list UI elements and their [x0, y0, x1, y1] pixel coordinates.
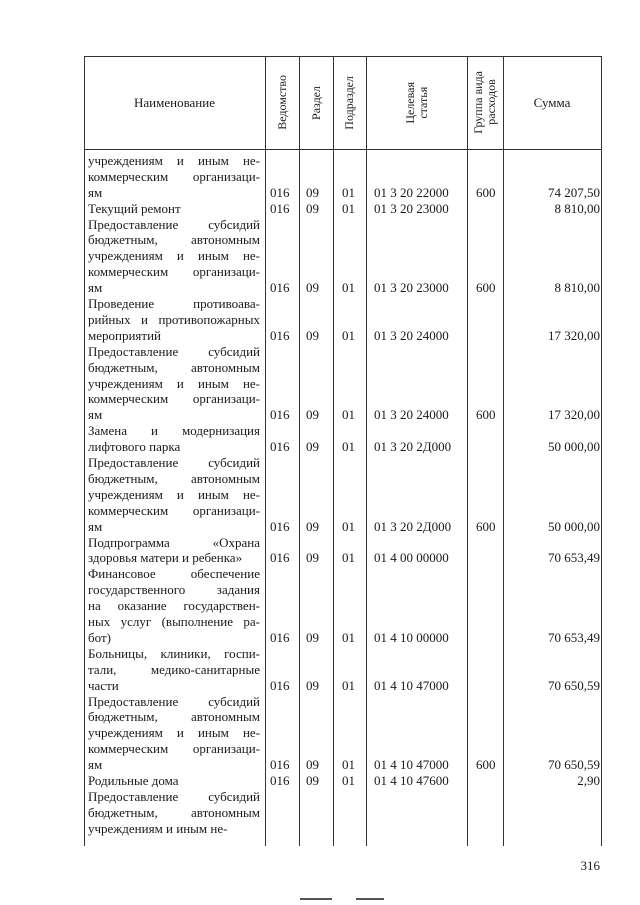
header-expense-group — [467, 56, 503, 149]
row-name — [88, 455, 260, 534]
row-target: 01 3 20 2Д000 — [374, 439, 452, 455]
row-section: 09 — [306, 550, 319, 566]
row-name — [88, 153, 260, 201]
row-department: 016 — [270, 439, 290, 455]
row-sum: 17 320,00 — [548, 327, 600, 343]
row-name-line: бюджетным, автономным — [88, 232, 260, 248]
row-section: 09 — [306, 629, 319, 645]
header-expense-group-text: Группа вида расходов — [471, 71, 498, 134]
row-name-line: учреждениям и иным не- — [88, 486, 260, 502]
row-sum: 2,90 — [577, 773, 600, 789]
row-subsection: 01 — [342, 629, 355, 645]
row-subsection: 01 — [342, 200, 355, 216]
row-name-line: учреждениям и иным не- — [88, 725, 260, 741]
row-subsection: 01 — [342, 518, 355, 534]
row-sum: 50 000,00 — [548, 518, 600, 534]
row-subsection: 01 — [342, 280, 355, 296]
row-name-line: Родильные дома — [88, 773, 179, 789]
page-number: 316 — [580, 858, 600, 873]
row-section: 09 — [306, 184, 319, 200]
header-department — [265, 56, 299, 149]
row-name-line: ям — [88, 184, 103, 200]
row-name-line: тали, медико-санитарные — [88, 661, 260, 677]
header-department-text: Ведомство — [274, 75, 289, 130]
row-department: 016 — [270, 757, 290, 773]
header-name — [84, 56, 265, 149]
row-name — [88, 566, 260, 645]
row-department: 016 — [270, 518, 290, 534]
row-section: 09 — [306, 280, 319, 296]
row-department: 016 — [270, 629, 290, 645]
row-name-line: коммерческим организаци- — [88, 502, 260, 518]
row-name-line: ям — [88, 280, 103, 296]
row-target: 01 3 20 23000 — [374, 200, 449, 216]
header-target — [366, 56, 467, 149]
table-row — [84, 535, 602, 567]
table-row — [84, 455, 602, 535]
row-expense-group: 600 — [476, 518, 496, 534]
row-target: 01 4 00 00000 — [374, 550, 449, 566]
row-name — [88, 535, 260, 567]
header-target-text: Целевая статья — [402, 81, 430, 124]
table-row — [84, 217, 602, 297]
row-name — [88, 789, 260, 837]
row-sum: 74 207,50 — [548, 184, 600, 200]
row-name-line: бюджетным, автономным — [88, 709, 260, 725]
table-row — [84, 694, 602, 774]
row-name-line: Подпрограмма «Охрана — [88, 534, 260, 550]
row-name-line: на оказание государствен- — [88, 598, 260, 614]
row-name-line: учреждениям и иным не- — [88, 248, 260, 264]
row-name-line: Предоставление субсидий — [88, 216, 260, 232]
row-expense-group: 600 — [476, 407, 496, 423]
row-name-line: ных услуг (выполнение ра- — [88, 614, 260, 630]
table-row — [84, 296, 602, 344]
header-sum — [503, 56, 601, 149]
row-name-line: Текущий ремонт — [88, 200, 181, 216]
row-name — [88, 694, 260, 773]
header-divider — [84, 149, 602, 150]
row-department: 016 — [270, 200, 290, 216]
row-section: 09 — [306, 518, 319, 534]
row-department: 016 — [270, 773, 290, 789]
row-name — [88, 344, 260, 423]
row-subsection: 01 — [342, 677, 355, 693]
row-section: 09 — [306, 757, 319, 773]
row-name-line: коммерческим организаци- — [88, 391, 260, 407]
row-name-line: бюджетным, автономным — [88, 359, 260, 375]
row-name-line: Финансовое обеспечение — [88, 566, 260, 582]
header-section-text: Раздел — [308, 85, 323, 120]
scan-mark — [356, 898, 384, 900]
row-name-line: коммерческим организаци- — [88, 168, 260, 184]
row-name — [88, 201, 260, 217]
row-name-line: бюджетным, автономным — [88, 804, 260, 820]
row-subsection: 01 — [342, 327, 355, 343]
row-name-line: Предоставление субсидий — [88, 693, 260, 709]
row-name — [88, 296, 260, 344]
header-subsection — [333, 56, 366, 149]
row-section: 09 — [306, 407, 319, 423]
row-section: 09 — [306, 327, 319, 343]
row-target: 01 3 20 23000 — [374, 280, 449, 296]
table-row — [84, 201, 602, 217]
row-department: 016 — [270, 407, 290, 423]
row-sum: 70 653,49 — [548, 550, 600, 566]
row-sum: 70 653,49 — [548, 629, 600, 645]
row-name-line: Предоставление субсидий — [88, 789, 260, 804]
row-name-line: Предоставление субсидий — [88, 343, 260, 359]
row-name-line: Больницы, клиники, госпи- — [88, 645, 260, 661]
row-name — [88, 217, 260, 296]
row-section: 09 — [306, 773, 319, 789]
row-department: 016 — [270, 184, 290, 200]
row-target: 01 3 20 2Д000 — [374, 518, 452, 534]
row-section: 09 — [306, 677, 319, 693]
scan-mark — [300, 898, 332, 900]
row-subsection: 01 — [342, 773, 355, 789]
row-name-line: части — [88, 677, 119, 693]
table-row — [84, 646, 602, 694]
table-row — [84, 344, 602, 424]
row-name-line: мероприятий — [88, 327, 161, 343]
row-expense-group: 600 — [476, 184, 496, 200]
row-department: 016 — [270, 550, 290, 566]
row-name — [88, 773, 260, 789]
row-name-line: ям — [88, 407, 103, 423]
row-name-line: Замена и модернизация — [88, 423, 260, 439]
row-subsection: 01 — [342, 550, 355, 566]
row-name-line: лифтового парка — [88, 439, 181, 455]
table-row — [84, 566, 602, 646]
row-target: 01 4 10 47000 — [374, 757, 449, 773]
row-section: 09 — [306, 439, 319, 455]
row-name-line: здоровья матери и ребенка» — [88, 550, 243, 566]
row-sum: 8 810,00 — [554, 280, 600, 296]
row-name-line: государственного задания — [88, 582, 260, 598]
row-expense-group: 600 — [476, 280, 496, 296]
budget-table — [84, 56, 602, 846]
row-target: 01 3 20 24000 — [374, 327, 449, 343]
table-row — [84, 423, 602, 455]
row-name-line: коммерческим организаци- — [88, 264, 260, 280]
row-name-line: ям — [88, 518, 103, 534]
row-target: 01 4 10 47600 — [374, 773, 449, 789]
row-sum: 50 000,00 — [548, 439, 600, 455]
row-name-line: учреждениям и иным не- — [88, 820, 228, 836]
row-name — [88, 423, 260, 455]
row-target: 01 3 20 24000 — [374, 407, 449, 423]
row-name-line: Предоставление субсидий — [88, 455, 260, 471]
row-expense-group: 600 — [476, 757, 496, 773]
row-target: 01 4 10 47000 — [374, 677, 449, 693]
table-row — [84, 789, 602, 837]
row-subsection: 01 — [342, 184, 355, 200]
row-name-line: бюджетным, автономным — [88, 470, 260, 486]
header-section — [299, 56, 333, 149]
row-sum: 8 810,00 — [554, 200, 600, 216]
row-name-line: Проведение противоава- — [88, 296, 260, 312]
row-sum: 17 320,00 — [548, 407, 600, 423]
row-sum: 70 650,59 — [548, 757, 600, 773]
row-section: 09 — [306, 200, 319, 216]
row-name-line: рийных и противопожарных — [88, 311, 260, 327]
row-name-line: учреждениям и иным не- — [88, 153, 260, 168]
row-name-line: ям — [88, 757, 103, 773]
row-name — [88, 646, 260, 694]
row-sum: 70 650,59 — [548, 677, 600, 693]
row-subsection: 01 — [342, 757, 355, 773]
row-department: 016 — [270, 327, 290, 343]
header-name-text: Наименование — [134, 94, 215, 110]
header-subsection-text: Подраздел — [342, 75, 356, 130]
table-row — [84, 153, 602, 201]
row-target: 01 3 20 22000 — [374, 184, 449, 200]
row-name-line: коммерческим организаци- — [88, 741, 260, 757]
row-name-line: бот) — [88, 629, 111, 645]
row-subsection: 01 — [342, 439, 355, 455]
row-subsection: 01 — [342, 407, 355, 423]
header-sum-text: Сумма — [533, 94, 571, 110]
row-department: 016 — [270, 677, 290, 693]
row-department: 016 — [270, 280, 290, 296]
table-row — [84, 773, 602, 789]
row-target: 01 4 10 00000 — [374, 629, 449, 645]
row-name-line: учреждениям и иным не- — [88, 375, 260, 391]
